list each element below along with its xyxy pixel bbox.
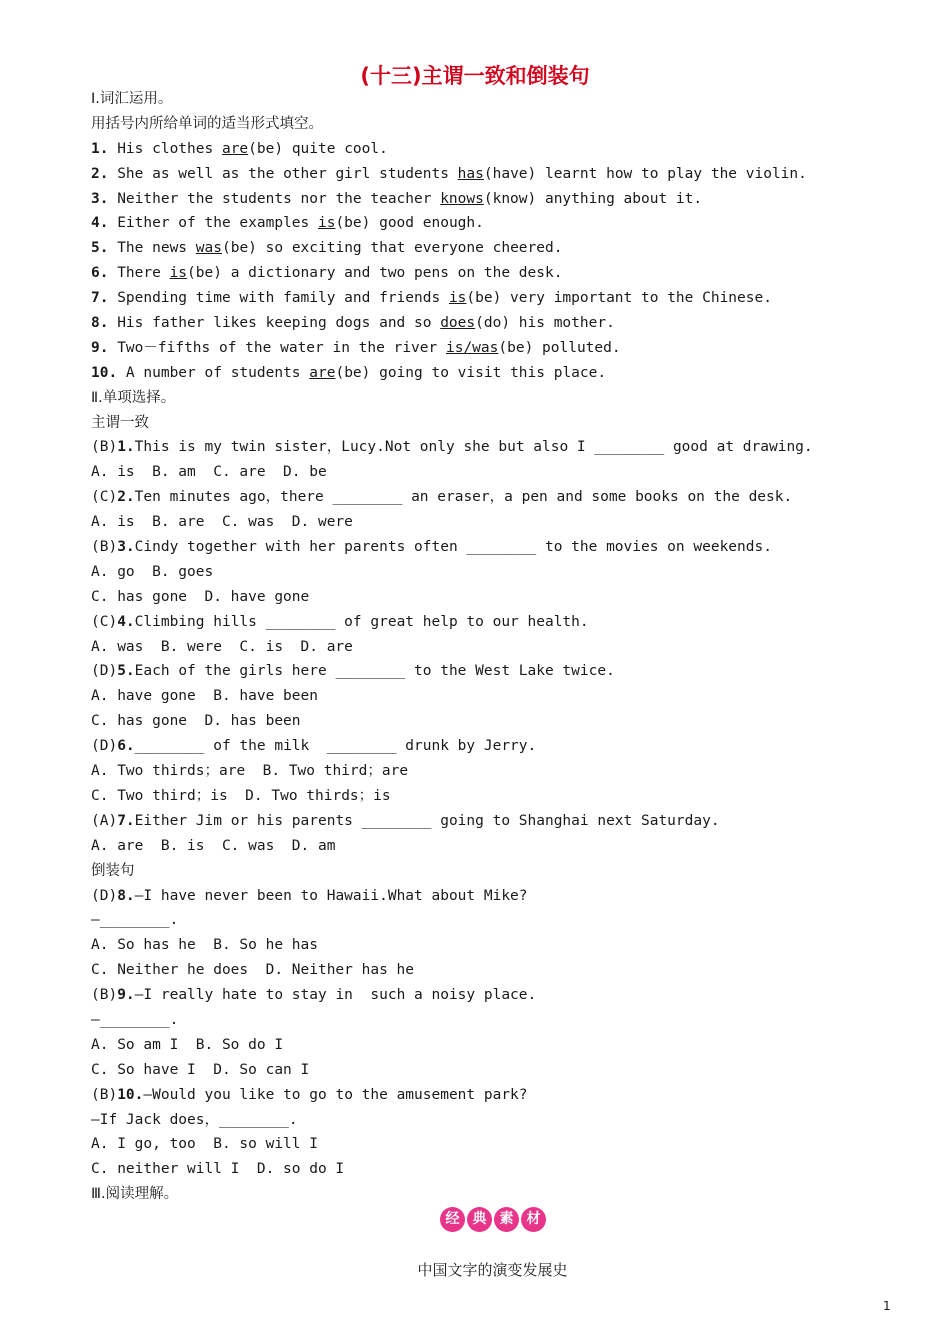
answer-options xyxy=(91,1132,911,1157)
question-answer-key: (B) xyxy=(91,539,118,556)
answer-options xyxy=(91,784,911,809)
choice-question xyxy=(91,435,911,460)
reading-passage-title: 中国文字的演变发展史 xyxy=(417,1261,568,1279)
fill-blank-item xyxy=(91,211,911,236)
question-text: Either Jim or his parents ________ going to Shanghai next Saturday. xyxy=(134,812,720,829)
item-number: 6. xyxy=(91,265,109,282)
section-heading xyxy=(91,386,911,411)
section-heading xyxy=(91,411,911,436)
item-text-before: The news xyxy=(108,240,196,257)
choice-question xyxy=(91,485,911,510)
line-text: C. neither will I D. so do I xyxy=(91,1161,345,1178)
choice-question xyxy=(91,1083,911,1108)
item-number: 1. xyxy=(91,140,109,157)
item-answer: does xyxy=(440,315,476,332)
line-text: A. is B. am C. are D. be xyxy=(91,464,327,481)
choice-question xyxy=(91,809,911,834)
question-text: Each of the girls here ________ to the West Lake twice. xyxy=(134,663,615,680)
answer-options xyxy=(91,933,911,958)
answer-options xyxy=(91,1033,911,1058)
line-text: A. have gone B. have been xyxy=(91,688,318,705)
item-answer: knows xyxy=(440,190,484,207)
question-text: —I have never been to Hawaii.What about Mike? xyxy=(134,887,528,904)
item-number: 4. xyxy=(91,215,109,232)
fill-blank-item xyxy=(91,236,911,261)
line-text: C. has gone D. has been xyxy=(91,713,301,730)
question-answer-key: (D) xyxy=(91,738,118,755)
question-number: 1. xyxy=(117,439,135,456)
item-number: 8. xyxy=(91,315,109,332)
choice-question xyxy=(91,983,911,1008)
section-heading xyxy=(91,1182,911,1207)
fill-blank-item xyxy=(91,336,911,361)
fill-blank-item xyxy=(91,187,911,212)
answer-options xyxy=(91,560,911,585)
badge-char: 材 xyxy=(521,1207,546,1232)
answer-options xyxy=(91,958,911,983)
question-answer-key: (B) xyxy=(91,439,118,456)
badge-char: 经 xyxy=(440,1207,465,1232)
question-number: 7. xyxy=(117,812,135,829)
line-text: —________. xyxy=(91,1011,179,1028)
line-text: A. I go, too B. so will I xyxy=(91,1136,318,1153)
heading-text: Ⅱ.单项选择。 xyxy=(91,389,176,406)
item-text-before: His father likes keeping dogs and so xyxy=(108,315,441,332)
item-text-before: She as well as the other girl students xyxy=(108,165,458,182)
item-text-after: (be) polluted. xyxy=(498,339,621,356)
question-answer-key: (A) xyxy=(91,812,118,829)
answer-options xyxy=(91,460,911,485)
item-text-after: (have) learnt how to play the violin. xyxy=(483,165,807,182)
item-number: 2. xyxy=(91,165,109,182)
section-heading xyxy=(91,112,911,137)
line-text: A. is B. are C. was D. were xyxy=(91,514,353,531)
section-heading xyxy=(91,859,911,884)
answer-options xyxy=(91,1108,911,1133)
badge-char: 典 xyxy=(467,1207,492,1232)
badge-char: 素 xyxy=(494,1207,519,1232)
question-text: —I really hate to stay in such a noisy place. xyxy=(134,987,537,1004)
item-text-after: (be) going to visit this place. xyxy=(335,364,607,381)
item-answer: is/was xyxy=(445,339,499,356)
line-text: C. Neither he does D. Neither has he xyxy=(91,962,415,979)
question-text: —Would you like to go to the amusement park? xyxy=(143,1086,528,1103)
answer-options xyxy=(91,585,911,610)
item-text-before: Spending time with family and friends xyxy=(108,290,449,307)
answer-options xyxy=(91,759,911,784)
question-number: 2. xyxy=(117,489,135,506)
page-title: (十三)主谓一致和倒装句 xyxy=(360,64,590,88)
question-answer-key: (D) xyxy=(91,663,118,680)
question-text: Cindy together with her parents often ________ to the movies on weekends. xyxy=(134,539,772,556)
item-text-before: Either of the examples xyxy=(108,215,318,232)
question-text: Ten minutes ago，there ________ an eraser，a pen and some books on the desk. xyxy=(134,489,793,506)
page-number: 1 xyxy=(883,1299,891,1313)
answer-options xyxy=(91,1058,911,1083)
line-text: A. are B. is C. was D. am xyxy=(91,837,336,854)
question-number: 10. xyxy=(117,1086,144,1103)
item-text-before: There xyxy=(108,265,170,282)
line-text: C. has gone D. have gone xyxy=(91,588,310,605)
choice-question xyxy=(91,659,911,684)
question-answer-key: (C) xyxy=(91,613,118,630)
fill-blank-item xyxy=(91,137,911,162)
item-text-after: (know) anything about it. xyxy=(483,190,703,207)
question-answer-key: (B) xyxy=(91,987,118,1004)
item-text-after: (be) quite cool. xyxy=(248,140,388,157)
question-text: Climbing hills ________ of great help to our health. xyxy=(134,613,589,630)
question-number: 6. xyxy=(117,738,135,755)
item-answer: are xyxy=(309,364,336,381)
answer-options xyxy=(91,684,911,709)
choice-question xyxy=(91,610,911,635)
question-answer-key: (C) xyxy=(91,489,118,506)
answer-options xyxy=(91,834,911,859)
heading-text: 倒装句 xyxy=(91,862,135,879)
heading-text: 用括号内所给单词的适当形式填空。 xyxy=(91,115,323,132)
line-text: A. Two thirds；are B. Two third；are xyxy=(91,763,409,780)
question-number: 5. xyxy=(117,663,135,680)
item-text-before: Two－fifths of the water in the river xyxy=(108,339,446,356)
fill-blank-item xyxy=(91,361,911,386)
item-number: 7. xyxy=(91,290,109,307)
classic-material-badge xyxy=(440,1207,546,1232)
choice-question xyxy=(91,734,911,759)
answer-options xyxy=(91,709,911,734)
item-number: 9. xyxy=(91,339,109,356)
answer-options xyxy=(91,908,911,933)
line-text: C. Two third；is D. Two thirds；is xyxy=(91,787,391,804)
heading-text: 主谓一致 xyxy=(91,414,149,431)
item-number: 10. xyxy=(91,364,118,381)
line-text: A. was B. were C. is D. are xyxy=(91,638,353,655)
item-text-after: (be) very important to the Chinese. xyxy=(466,290,772,307)
question-number: 4. xyxy=(117,613,135,630)
item-number: 3. xyxy=(91,190,109,207)
exercise-content xyxy=(91,87,911,1207)
section-heading xyxy=(91,87,911,112)
answer-options xyxy=(91,510,911,535)
item-text-after: (do) his mother. xyxy=(475,315,615,332)
line-text: —If Jack does，________. xyxy=(91,1111,298,1128)
line-text: —________. xyxy=(91,912,179,929)
question-number: 8. xyxy=(117,887,135,904)
item-answer: has xyxy=(457,165,484,182)
item-answer: is xyxy=(448,290,467,307)
item-text-after: (be) a dictionary and two pens on the desk. xyxy=(187,265,563,282)
item-text-before: Neither the students nor the teacher xyxy=(108,190,441,207)
question-number: 3. xyxy=(117,539,135,556)
heading-text: Ⅲ.阅读理解。 xyxy=(91,1186,179,1203)
question-number: 9. xyxy=(117,987,135,1004)
line-text: A. go B. goes xyxy=(91,563,214,580)
question-text: ________ of the milk ________ drunk by Jerry. xyxy=(134,738,537,755)
item-answer: was xyxy=(195,240,222,257)
choice-question xyxy=(91,884,911,909)
item-number: 5. xyxy=(91,240,109,257)
line-text: C. So have I D. So can I xyxy=(91,1061,310,1078)
item-text-before: A number of students xyxy=(117,364,310,381)
answer-options xyxy=(91,1008,911,1033)
answer-options xyxy=(91,635,911,660)
question-answer-key: (D) xyxy=(91,887,118,904)
fill-blank-item xyxy=(91,311,911,336)
choice-question xyxy=(91,535,911,560)
question-text: This is my twin sister，Lucy.Not only she but also I ________ good at drawing. xyxy=(134,439,813,456)
fill-blank-item xyxy=(91,162,911,187)
item-answer: is xyxy=(169,265,188,282)
answer-options xyxy=(91,1157,911,1182)
item-answer: are xyxy=(221,140,249,157)
fill-blank-item xyxy=(91,286,911,311)
heading-text: Ⅰ.词汇运用。 xyxy=(91,91,173,107)
line-text: A. So has he B. So he has xyxy=(91,937,318,954)
fill-blank-item xyxy=(91,261,911,286)
item-answer: is xyxy=(317,215,336,232)
question-answer-key: (B) xyxy=(91,1086,118,1103)
item-text-after: (be) so exciting that everyone cheered. xyxy=(221,240,563,257)
line-text: A. So am I B. So do I xyxy=(91,1036,284,1053)
item-text-before: His clothes xyxy=(108,140,222,157)
item-text-after: (be) good enough. xyxy=(335,215,484,232)
